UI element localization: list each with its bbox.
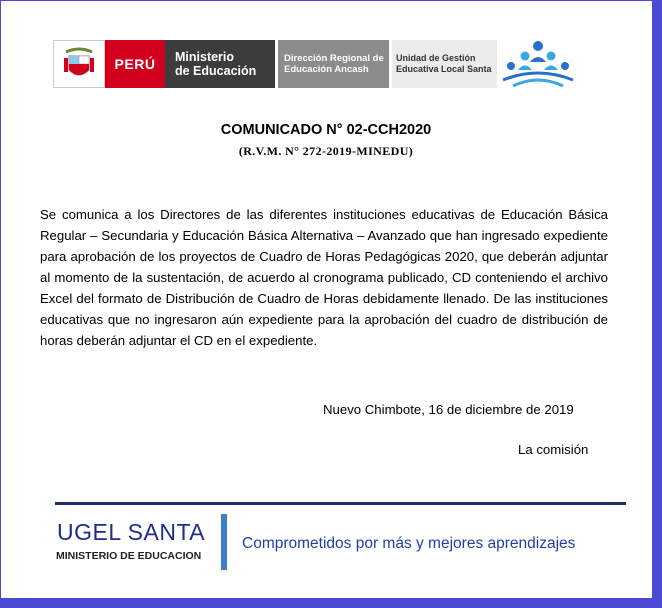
- minedu-line1: Ministerio: [175, 50, 235, 64]
- minedu-line2: de Educación: [175, 64, 257, 78]
- header-logos: [53, 40, 577, 88]
- coat-of-arms-icon: [53, 40, 105, 88]
- document-title: COMUNICADO N° 02-CCH2020: [220, 122, 432, 138]
- ugel-people-icon: [499, 40, 577, 88]
- document-body: Se comunica a los Directores de las diferentes instituciones educativas de Educación Básica Regular – Secundaria y Educación Básica Alternativa – Avanzado que han ingresado expediente para aprobación de los proyectos de Cuadro de Horas Pedagógicas 2020, que deberán adjuntar al momento de la sustentación, de acuerdo al cronograma publicado, CD conteniendo el archivo Excel del formato de Distribución de Cuadro de Horas debidamente llenado. De las instituciones educativas que no ingresaron aún expediente para la aprobación del cuadro de distribución de horas deberán adjuntar el CD en el expediente.: [40, 207, 608, 348]
- footer-slogan: Comprometidos por más y mejores aprendizajes: [242, 535, 576, 552]
- document-subtitle: (R.V.M. N° 272-2019-MINEDU): [238, 144, 414, 158]
- page-border-right: [652, 0, 662, 608]
- ugel-line1: Unidad de Gestión: [396, 53, 476, 63]
- peru-logo: [105, 40, 165, 88]
- dre-line2: Educación Ancash: [284, 64, 369, 75]
- footer-divider: [55, 502, 626, 505]
- footer-accent-bar: [221, 514, 227, 570]
- ugel-logo: [392, 40, 497, 88]
- footer-ministry: MINISTERIO DE EDUCACION: [56, 550, 202, 562]
- dre-line1: Dirección Regional de: [284, 53, 384, 64]
- minedu-logo: [165, 40, 275, 88]
- ugel-line2: Educativa Local Santa: [396, 64, 492, 74]
- peru-label: PERÚ: [114, 56, 156, 72]
- signoff: La comisión: [518, 442, 589, 457]
- date-line: Nuevo Chimbote, 16 de diciembre de 2019: [323, 402, 574, 417]
- page-border-bottom: [0, 598, 662, 608]
- dre-logo: [278, 40, 389, 88]
- footer-ugel-name: UGEL SANTA: [57, 519, 206, 545]
